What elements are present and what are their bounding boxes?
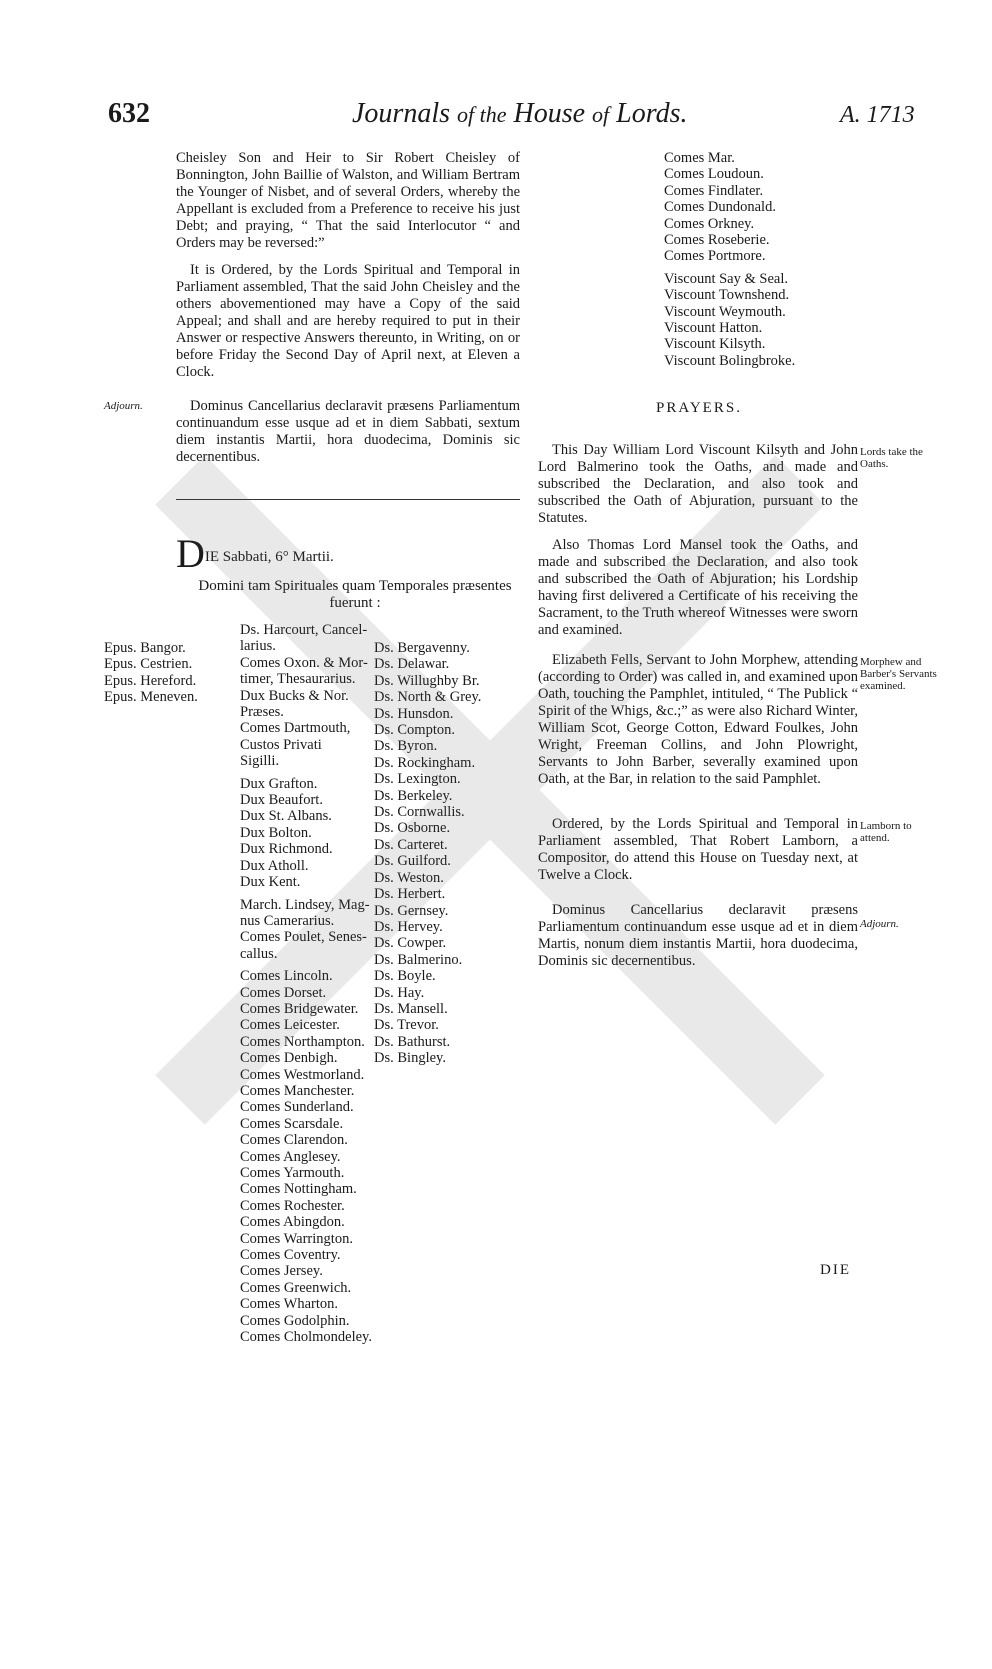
- officer-entry: Custos Privati: [240, 736, 322, 753]
- duke-entry: Dux Richmond.: [240, 841, 333, 858]
- mansel-paragraph: Also Thomas Lord Mansel took the Oaths, and made and subscribed the Declaration, and also took and subscribed the Oath of Abjuration; his Lordship having first delivered a Certificate of his receiving the Sacrament, to the Truth whereof Witnesses were sworn and examined.: [538, 537, 858, 638]
- viscount-entry: Viscount Say & Seal.: [664, 270, 788, 287]
- earl-entry: Comes Leicester.: [240, 1017, 340, 1034]
- adjourn-block-2: [538, 902, 858, 980]
- earl-entry: Comes Northampton.: [240, 1033, 365, 1050]
- adjourn-paragraph-1: [176, 398, 520, 476]
- baron-entry: Ds. Hervey.: [374, 918, 443, 935]
- margin-note-adjourn-2: Adjourn.: [860, 918, 899, 930]
- baron-entry: Ds. Gernsey.: [374, 902, 449, 919]
- duke-entry: Dux Atholl.: [240, 857, 309, 874]
- appeal-paragraph: Cheisley Son and Heir to Sir Robert Cheisley of Bonnington, John Baillie of Walston, and William Bertram the Younger of Nisbet, and of several Orders, whereby the Appellant is excluded from a Preference to receive his just Debt; and praying, “ That the said Interlocutor “ and Orders may be reversed:”: [176, 150, 520, 251]
- fells-paragraph: Elizabeth Fells, Servant to John Morphew, attending (according to Order) was called in, and examined upon Oath, touching the Pamphlet, intituled, “ The Publick “ Spirit of the Whigs, &c.;” as were also Richard Winter, William Scot, George Cotton, Edward Foulkes, John Wright, Freeman Collins, and John Plowright, Servants to John Barber, severally examined upon Oath, at the Bar, in relation to the said Pamphlet.: [538, 652, 858, 787]
- viscount-entry: Viscount Bolingbroke.: [664, 352, 796, 369]
- earl-entry: Comes Bridgewater.: [240, 1000, 359, 1017]
- drop-cap: D: [176, 531, 205, 576]
- section-divider: [176, 499, 520, 500]
- earl-entry: Comes Greenwich.: [240, 1279, 352, 1296]
- earl-entry: Comes Loudoun.: [664, 166, 764, 183]
- earl-entry: Comes Orkney.: [664, 215, 755, 232]
- viscount-entry: Viscount Hatton.: [664, 320, 763, 337]
- bishops-list: [104, 640, 198, 706]
- officer-entry: Comes Dartmouth,: [240, 720, 351, 737]
- earl-entry: Comes Westmorland.: [240, 1066, 365, 1083]
- earl-entry: Comes Scarsdale.: [240, 1115, 344, 1132]
- viscount-entry: Viscount Kilsyth.: [664, 336, 766, 353]
- earl-entry: Comes Abingdon.: [240, 1214, 345, 1231]
- earl-entry: Comes Jersey.: [240, 1263, 323, 1280]
- officer-entry: Dux Bucks & Nor.: [240, 687, 349, 704]
- lamborn-block: [538, 816, 858, 894]
- margin-note-oaths: Lords take the Oaths.: [860, 446, 923, 470]
- bishop-entry: Epus. Meneven.: [104, 689, 198, 706]
- baron-entry: Ds. Cowper.: [374, 935, 447, 952]
- adjourn-text-1: Dominus Cancellarius declaravit præsens Parliamentum continuandum esse usque ad et in diem Sabbati, sextum diem instantis Martii, hora duodecima, Dominis sic decernentibus.: [176, 398, 520, 465]
- running-title-d: of: [592, 102, 610, 127]
- earl-entry: Comes Yarmouth.: [240, 1165, 345, 1181]
- duke-entry: Dux Kent.: [240, 874, 301, 891]
- baron-entry: Ds. Berkeley.: [374, 787, 453, 804]
- earl-entry: Comes Manchester.: [240, 1082, 355, 1099]
- earl-entry: Comes Coventry.: [240, 1247, 341, 1264]
- baron-entry: Ds. Weston.: [374, 869, 444, 886]
- adjourn-paragraph-2: Dominus Cancellarius declaravit præsens Parliamentum continuandum esse usque ad et in diem Martis, nonum diem instantis Martii, hora duodecima, Dominis sic decernentibus.: [538, 902, 858, 969]
- baron-entry: Ds. Herbert.: [374, 886, 446, 903]
- margin-note-lamborn: Lamborn to attend.: [860, 820, 912, 844]
- officer-entry: Comes Oxon. & Mor-: [240, 654, 368, 671]
- margin-note-adjourn: Adjourn.: [104, 400, 143, 412]
- duke-entry: Dux Grafton.: [240, 775, 318, 792]
- earl-entry: Comes Lincoln.: [240, 968, 333, 985]
- baron-entry: Ds. Lexington.: [374, 771, 461, 788]
- baron-entry: Ds. Bergavenny.: [374, 640, 470, 656]
- die-heading-text: IE Sabbati, 6° Martii.: [204, 549, 334, 565]
- lamborn-paragraph: Ordered, by the Lords Spiritual and Temporal in Parliament assembled, That Robert Lamborn, a Compositor, do attend this House on Tuesday next, at Twelve a Clock.: [538, 816, 858, 883]
- earl-entry: Comes Mar.: [664, 150, 735, 166]
- page-number: 632: [108, 98, 150, 129]
- baron-entry: Ds. Rockingham.: [374, 754, 476, 771]
- earl-entry: Comes Warrington.: [240, 1230, 353, 1247]
- bishop-entry: Epus. Bangor.: [104, 640, 186, 656]
- running-title-a: Journals: [352, 98, 457, 129]
- baron-entry: Ds. Delawar.: [374, 656, 450, 673]
- fells-block: [538, 652, 858, 798]
- earl-entry: Comes Dundonald.: [664, 199, 776, 216]
- catchword: DIE: [820, 1262, 851, 1278]
- officer-entry: nus Camerarius.: [240, 912, 335, 929]
- right-column-text: [538, 442, 858, 649]
- duke-entry: Dux Bolton.: [240, 824, 312, 841]
- viscount-entry: Viscount Weymouth.: [664, 303, 786, 320]
- officer-entry: Ds. Harcourt, Cancel-: [240, 622, 368, 638]
- baron-entry: Ds. Balmerino.: [374, 951, 463, 968]
- baron-entry: Ds. Byron.: [374, 738, 438, 755]
- officer-entry: Præses.: [240, 704, 284, 721]
- viscount-entry: Viscount Townshend.: [664, 287, 790, 304]
- duke-entry: Dux St. Albans.: [240, 808, 332, 825]
- baron-entry: Ds. Mansell.: [374, 1000, 448, 1017]
- officer-entry: larius.: [240, 638, 276, 655]
- earl-entry: Comes Findlater.: [664, 182, 764, 199]
- earls-block: [240, 968, 372, 1345]
- domini-line: Domini tam Spirituales quam Temporales præsentes fuerunt :: [198, 578, 512, 611]
- duke-entry: Dux Beaufort.: [240, 792, 323, 809]
- earl-entry: Comes Dorset.: [240, 984, 327, 1001]
- baron-entry: Ds. Hay.: [374, 984, 425, 1001]
- baron-entry: Ds. Willughby Br.: [374, 672, 480, 689]
- margin-note-morphew: Morphew and Barber's Servants examined.: [860, 656, 937, 692]
- running-title: [352, 98, 688, 130]
- running-title-c: House: [506, 98, 593, 129]
- left-column-text: [176, 150, 520, 391]
- officer-entry: March. Lindsey, Mag-: [240, 896, 370, 913]
- officer-entry: Comes Poulet, Senes-: [240, 929, 367, 946]
- earl-entry: Comes Cholmondeley.: [240, 1329, 372, 1346]
- earl-entry: Comes Godolphin.: [240, 1312, 350, 1329]
- baron-entry: Ds. Osborne.: [374, 820, 451, 837]
- bishop-entry: Epus. Cestrien.: [104, 656, 193, 673]
- right-lords-list: [664, 150, 795, 369]
- officers-block: [240, 622, 372, 770]
- running-title-e: Lords.: [609, 98, 688, 129]
- officers2-block: [240, 897, 372, 963]
- baron-entry: Ds. Carteret.: [374, 836, 448, 853]
- earl-entry: Comes Sunderland.: [240, 1099, 354, 1116]
- earl-entry: Comes Roseberie.: [664, 232, 770, 249]
- die-heading: [176, 530, 334, 577]
- baron-entry: Ds. Guilford.: [374, 853, 451, 870]
- earl-entry: Comes Denbigh.: [240, 1050, 338, 1067]
- prayers-heading: PRAYERS.: [656, 400, 742, 416]
- earl-entry: Comes Wharton.: [240, 1296, 338, 1313]
- baron-entry: Ds. Hunsdon.: [374, 705, 454, 722]
- baron-entry: Ds. Compton.: [374, 722, 455, 739]
- baron-entry: Ds. Trevor.: [374, 1017, 439, 1034]
- viscounts-block: [664, 271, 795, 369]
- earl-entry: Comes Clarendon.: [240, 1132, 348, 1149]
- baron-entry: Ds. Bathurst.: [374, 1033, 451, 1050]
- officer-entry: timer, Thesaurarius.: [240, 671, 356, 688]
- earl-entry: Comes Rochester.: [240, 1197, 345, 1214]
- officer-entry: callus.: [240, 945, 278, 962]
- ordered-paragraph: It is Ordered, by the Lords Spiritual and Temporal in Parliament assembled, That the said John Cheisley and the others abovementioned may have a Copy of the said Appeal; and shall and are hereby required to put in their Answer or respective Answers thereunto, in Writing, on or before Friday the Second Day of April next, at Eleven a Clock.: [176, 262, 520, 380]
- officer-entry: Sigilli.: [240, 753, 280, 770]
- oaths-paragraph: This Day William Lord Viscount Kilsyth and John Lord Balmerino took the Oaths, and made and subscribed the Declaration, and also took and subscribed the Oath of Abjuration, pursuant to the Statutes.: [538, 442, 858, 526]
- running-title-b: of the: [457, 102, 507, 127]
- bishop-entry: Epus. Hereford.: [104, 672, 197, 689]
- baron-entry: Ds. Boyle.: [374, 968, 436, 985]
- dukes-block: [240, 776, 372, 891]
- earl-entry: Comes Anglesey.: [240, 1148, 341, 1165]
- baron-entry: Ds. Bingley.: [374, 1050, 446, 1067]
- baron-entry: Ds. Cornwallis.: [374, 804, 465, 821]
- earl-entry: Comes Nottingham.: [240, 1181, 357, 1198]
- right-earls-block: [664, 150, 795, 265]
- barons-list: [374, 640, 481, 1067]
- earl-entry: Comes Portmore.: [664, 248, 766, 265]
- temporal-lords-list: [240, 622, 372, 1345]
- year-label: A. 1713: [840, 102, 915, 128]
- baron-entry: Ds. North & Grey.: [374, 689, 482, 706]
